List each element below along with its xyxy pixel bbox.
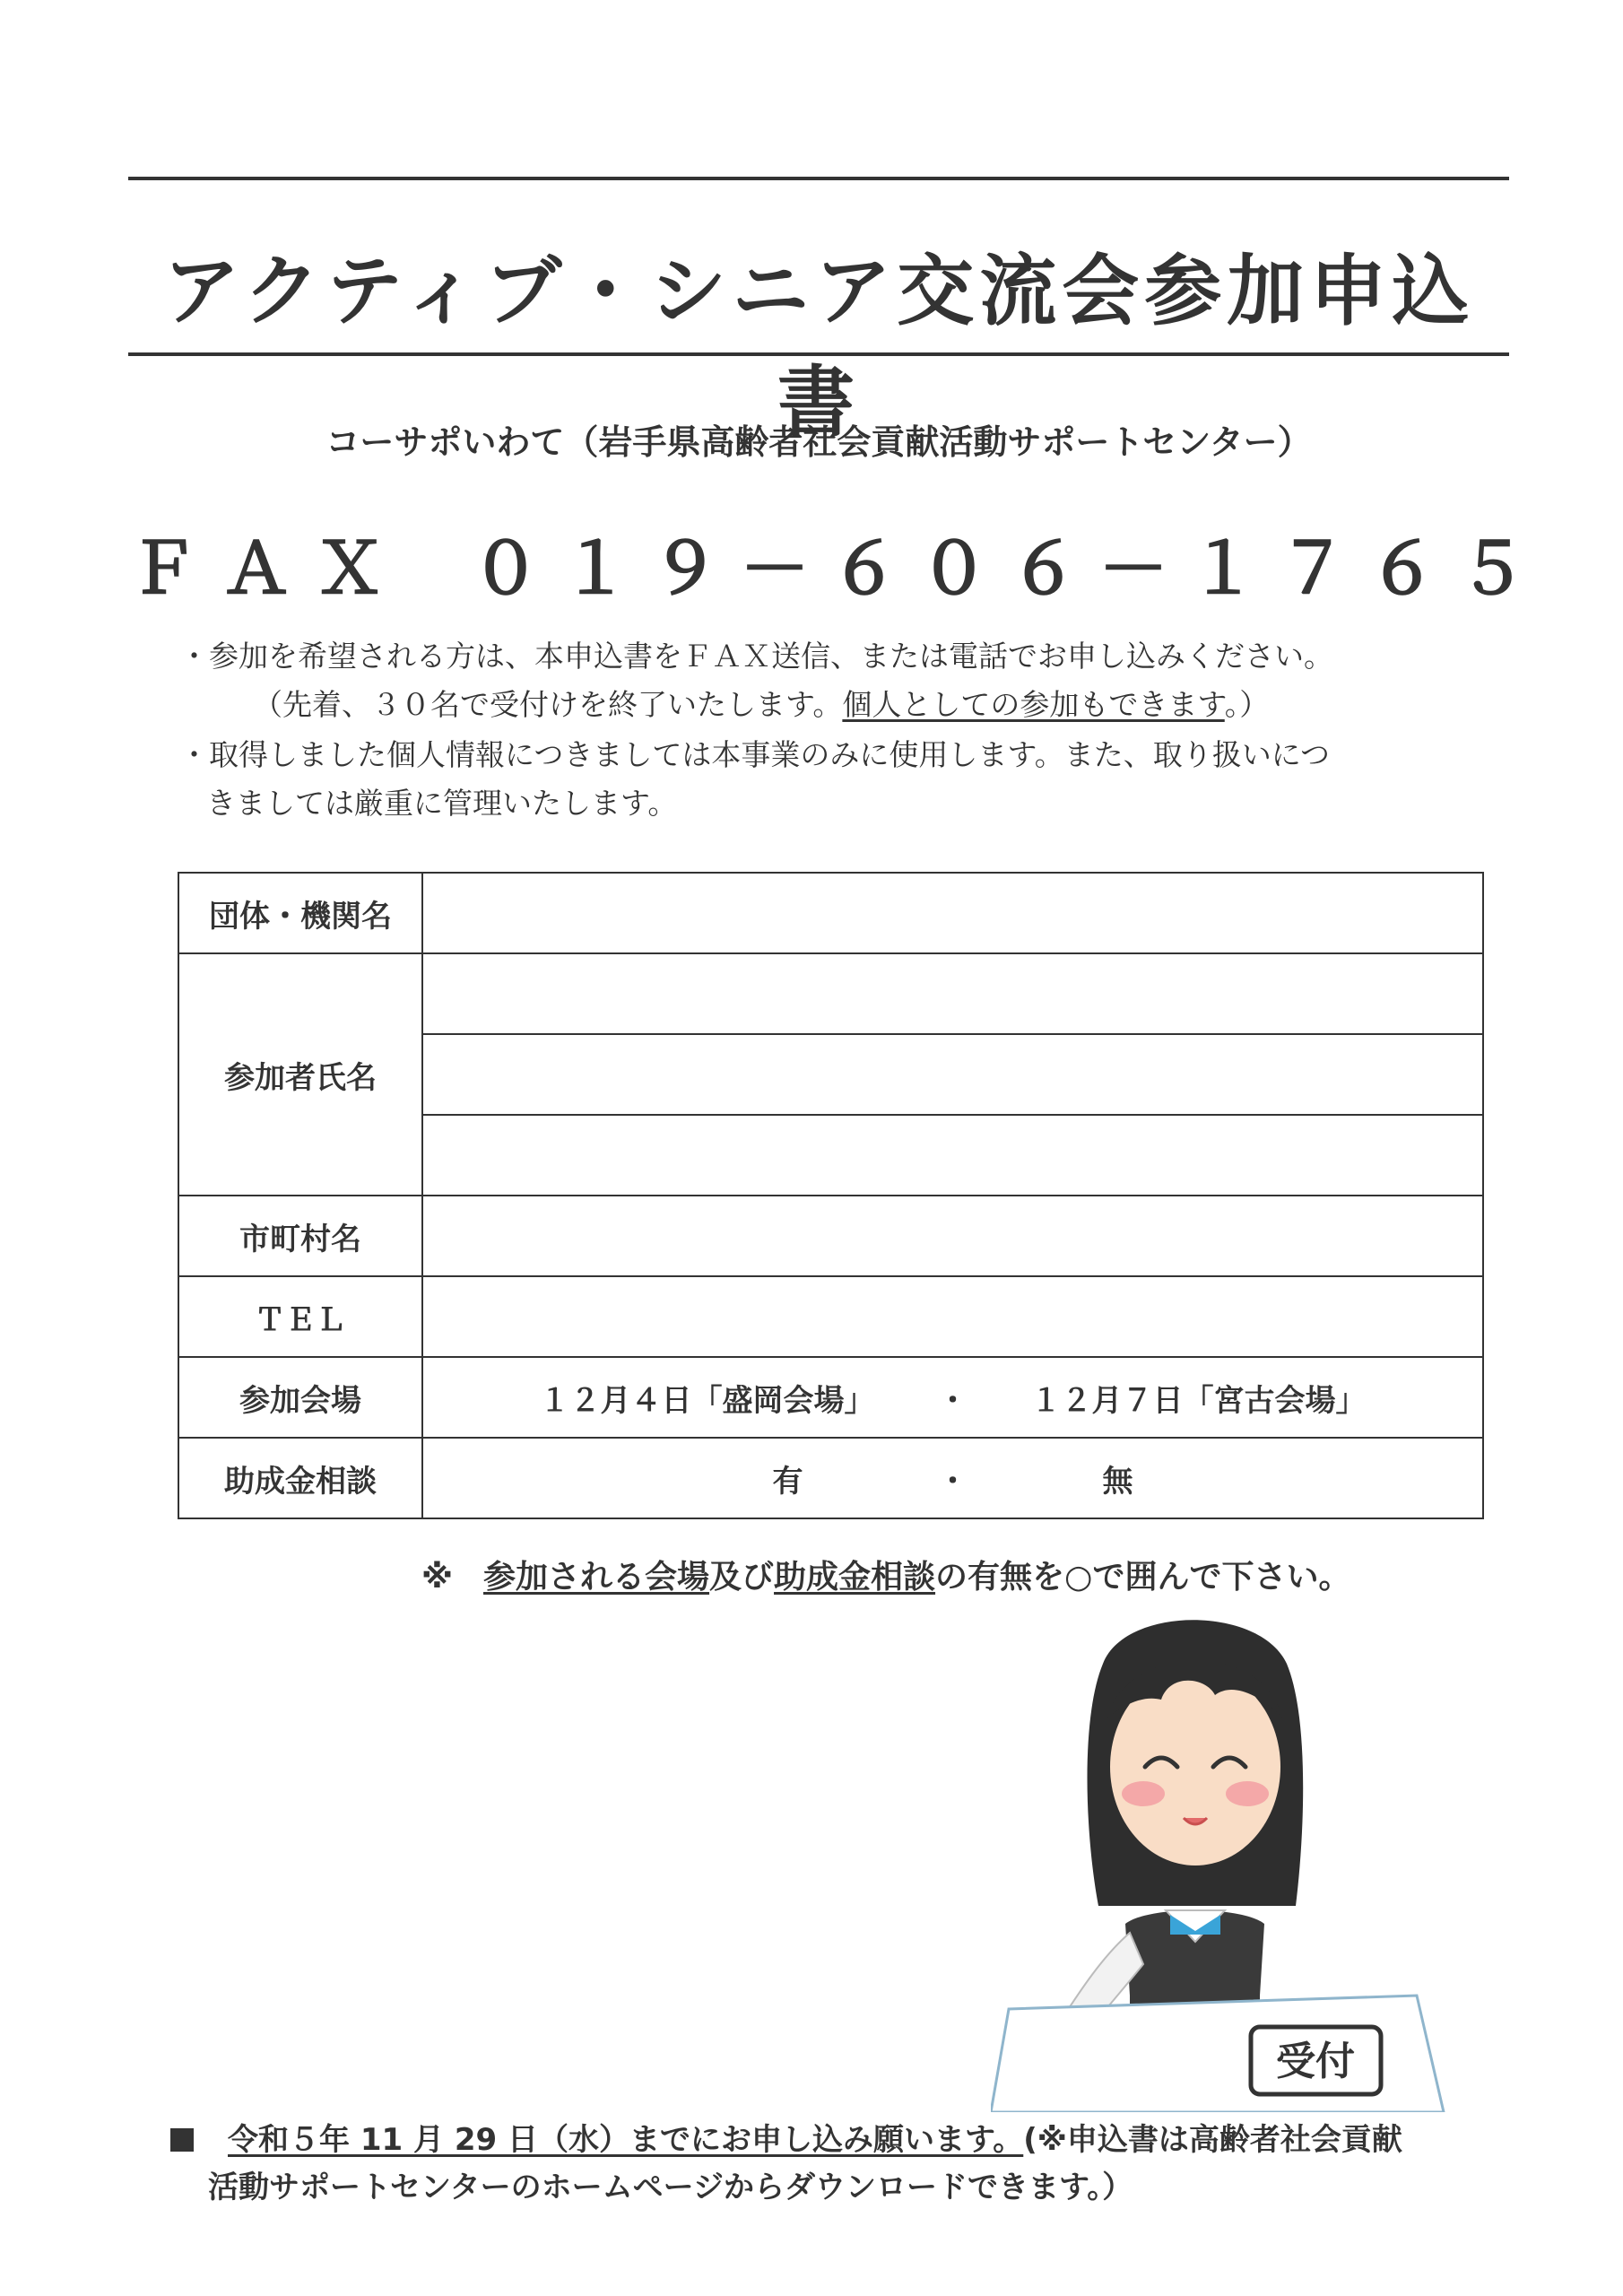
group-name-label: 団体・機関名 (178, 873, 422, 953)
subsidy-option-yes[interactable]: 有 (772, 1463, 803, 1500)
participant-name-field-2[interactable] (422, 1034, 1483, 1115)
page-title: アクティブ・シニア交流会参加申込書 (162, 247, 1475, 448)
fax-label: ＦＡＸ (128, 529, 409, 610)
fax-line (128, 513, 1548, 613)
deadline-line-2: 活動サポートセンターのホームページからダウンロードできます。） (208, 2169, 1133, 2205)
note-individual-participation: 個人としての参加もできます (842, 687, 1225, 722)
note-line-1: ・参加を希望される方は、本申込書をＦＡＸ送信、または電話でお申し込みください。 (179, 639, 1333, 674)
cheek-right (1226, 1781, 1269, 1806)
deadline-download-note: (※申込書は高齢者社会貢献 (1023, 2122, 1402, 2158)
subsidy-options (422, 1438, 1483, 1518)
note-line-3: ・取得しました個人情報につきましては本事業のみに使用します。また、取り扱いにつ (179, 737, 1331, 772)
venue-separator: ・ (937, 1382, 968, 1419)
deadline-date: 令和５年 11 月 29 日（水）までにお申し込み願います。 (228, 2122, 1024, 2158)
group-name-field[interactable] (422, 873, 1483, 953)
desk-sign-text: 受付 (1276, 2039, 1355, 2084)
note-line-2-post: 。） (1224, 687, 1270, 722)
fax-number: ０１９－６０６－１７６５ (471, 529, 1548, 610)
title-top-rule (128, 177, 1509, 180)
deadline-notice (170, 2117, 1402, 2211)
subsidy-separator: ・ (937, 1463, 968, 1500)
participant-name-field-3[interactable] (422, 1115, 1483, 1196)
venue-option-morioka[interactable]: １２月４日「盛岡会場」 (539, 1382, 875, 1419)
note-line-2 (253, 687, 1269, 723)
form-note-and: 及び (709, 1559, 775, 1596)
subsidy-label: 助成金相談 (178, 1438, 422, 1518)
participant-name-field-1[interactable] (422, 953, 1483, 1034)
square-bullet-icon (170, 2128, 194, 2152)
subsidy-option-no[interactable]: 無 (1102, 1463, 1133, 1500)
form-note-subsidy: 助成金相談 (774, 1559, 936, 1596)
tel-field[interactable] (422, 1276, 1483, 1357)
city-label: 市町村名 (178, 1196, 422, 1276)
receptionist-illustration (991, 1610, 1457, 2112)
form-note-mark: ※ (421, 1559, 453, 1596)
deadline-line-1 (170, 2117, 1402, 2164)
title-bottom-rule (128, 352, 1509, 356)
note-line-4: きましては厳重に管理いたします。 (206, 786, 678, 821)
form-instruction (421, 1552, 1350, 1597)
organization-name: コーサポいわて（岩手県高齢者社会貢献活動サポートセンター） (325, 422, 1312, 462)
city-field[interactable] (422, 1196, 1483, 1276)
form-note-venue: 参加される会場 (483, 1559, 710, 1596)
cheek-left (1122, 1781, 1165, 1806)
application-form (178, 872, 1484, 1519)
tel-label: ＴＥＬ (178, 1276, 422, 1357)
form-note-rest: の有無を○で囲んで下さい。 (935, 1559, 1351, 1596)
venue-options (422, 1357, 1483, 1438)
venue-label: 参加会場 (178, 1357, 422, 1438)
venue-option-miyako[interactable]: １２月７日「宮古会場」 (1030, 1382, 1367, 1419)
note-line-2-pre: （先着、３０名で受付けを終了いたします。 (253, 687, 843, 722)
participant-name-label: 参加者氏名 (178, 953, 422, 1196)
